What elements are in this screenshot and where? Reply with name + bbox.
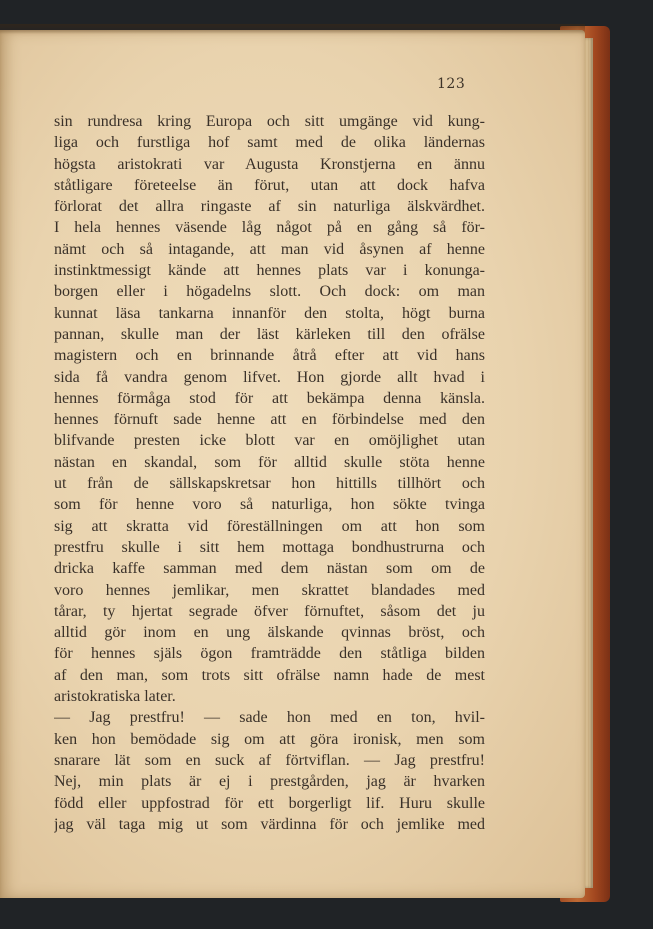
page-number: 123 <box>437 76 466 92</box>
text-line: nämt och så intagande, att man vid åsynen af henne <box>54 240 485 258</box>
text-line: Nej, min plats är ej i prestgården, jag är hvarken <box>54 773 485 791</box>
text-line: kunnat läsa tankarna innanför den stolta, högt burna <box>54 304 485 322</box>
text-line: för hennes själs ögon framträdde den ståtliga bilden <box>54 645 485 663</box>
text-line: ståtligare företeelse än förut, utan att dock hafva <box>54 176 485 194</box>
text-line: ut från de sällskapskretsar hon hittills tillhört och <box>54 475 485 493</box>
text-line: af den man, som trots sitt ofrälse namn hade de mest <box>54 666 485 684</box>
text-line: blifvande presten icke blott var en omöjlighet utan <box>54 432 485 450</box>
body-text <box>54 111 485 835</box>
text-line: nästan en skandal, som för alltid skulle stöta henne <box>54 453 485 471</box>
text-line: jag väl taga mig ut som värdinna för och jemlike med <box>54 815 485 833</box>
text-line: ken hon bemödade sig om att göra ironisk, men som <box>54 730 485 748</box>
text-line: sig att skratta vid föreställningen om att hon som <box>54 517 485 535</box>
text-line: snarare lät som en suck af förtviflan. — Jag prestfru! <box>54 751 485 769</box>
text-line: liga och furstliga hof samt med de olika ländernas <box>54 134 485 152</box>
text-line: voro hennes jemlikar, men skrattet blandades med <box>54 581 485 599</box>
text-line: pannan, skulle man der läst kärleken till den ofrälse <box>54 325 485 343</box>
text-line: sin rundresa kring Europa och sitt umgänge vid kung- <box>54 113 485 130</box>
text-line: hennes förmåga stod för att bekämpa denna känsla. <box>54 389 485 407</box>
text-line: magistern och en brinnande åtrå efter att vid hans <box>54 347 485 365</box>
text-line: instinktmessigt kände att hennes plats var i konunga- <box>54 262 485 280</box>
text-line: född eller uppfostrad för ett borgerligt lif. Huru skulle <box>54 794 485 812</box>
text-line: förlorat det allra ringaste af sin naturliga älskvärdhet. <box>54 198 485 216</box>
text-line: prestfru skulle i sitt hem mottaga bondhustrurna och <box>54 538 485 556</box>
text-line: borgen eller i högadelns slott. Och dock: om man <box>54 283 485 301</box>
text-line: högsta aristokrati var Augusta Kronstjerna en ännu <box>54 155 485 173</box>
text-line: I hela hennes väsende låg något på en gång så för- <box>54 219 485 237</box>
text-line: som för henne voro så naturliga, hon sökte tvinga <box>54 496 485 514</box>
text-line: hennes förnuft sade henne att en förbindelse med den <box>54 411 485 429</box>
text-line: aristokratiska later. <box>54 688 176 706</box>
page-top-shadow <box>0 24 585 34</box>
text-line: sida få vandra genom lifvet. Hon gjorde allt hvad i <box>54 368 485 386</box>
text-line: — Jag prestfru! — sade hon med en ton, hvil- <box>54 709 485 727</box>
text-line: dricka kaffe samman med dem nästan som om de <box>54 560 485 578</box>
text-line: alltid gör inom en ung älskande qvinnas bröst, och <box>54 624 485 642</box>
text-line: tårar, ty hjertat segrade öfver förnuftet, såsom det ju <box>54 602 485 620</box>
